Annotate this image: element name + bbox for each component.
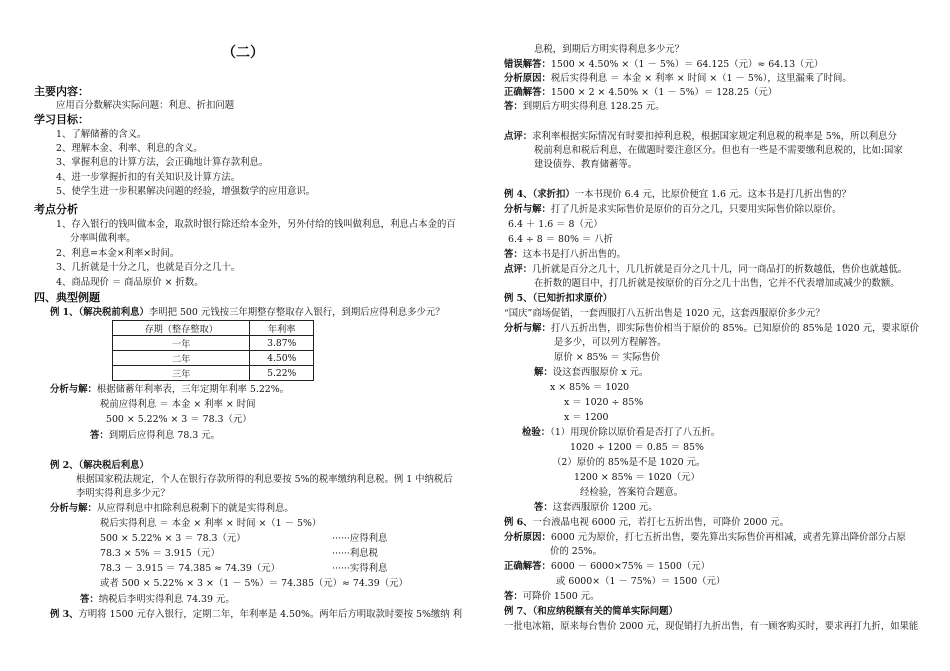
ex3-wrong	[504, 59, 823, 70]
answer-text: 可降价 1500 元。	[522, 591, 600, 602]
comment-text: 在折数的题目中，打几折就是按原价的百分之几十出售，它并不代表增加或减少的数额。	[534, 278, 900, 289]
check-calc: 1200 × 85% ＝ 1020（元）	[574, 472, 700, 483]
answer-label: 答：	[90, 430, 109, 441]
comment-text: 税前利息和税后利息，在做题时要注意区分。但也有一些是不需要缴利息税的，比如:国家	[534, 145, 903, 156]
answer-text: 这套西服原价 1200 元。	[552, 502, 658, 513]
main-content-heading: 主要内容：	[34, 85, 89, 98]
table-header: 存期（整存整取）	[113, 321, 250, 336]
ex3-continued: 息税，到期后方明实得利息多少元？	[534, 44, 685, 55]
ex5-text: “国庆”商场促销，一套西服打八五折出售是 1020 元，这套西服原价多少元？	[504, 308, 825, 319]
correct-label: 正确解答：	[504, 561, 551, 572]
example-4	[504, 189, 851, 200]
comment-label: 点评：	[504, 264, 533, 275]
ex2-answer	[80, 594, 235, 605]
example-text: 一本书现价 6.4 元，比原价便宜 1.6 元。这本书是打几折出售的？	[574, 189, 851, 200]
rate-table	[112, 320, 314, 381]
page-title: （二）	[222, 45, 264, 61]
reason-text: 价的 25%。	[550, 546, 602, 557]
check-label: 检验：	[522, 427, 551, 438]
table-cell: 4.50%	[250, 351, 314, 366]
analysis-point: 3、几折就是十分之几，也就是百分之几十。	[56, 262, 241, 273]
analysis-point: 分率叫做利率。	[70, 233, 136, 244]
example-1	[50, 307, 445, 318]
table-row	[113, 351, 314, 366]
table-row	[113, 336, 314, 351]
ex4-solution	[504, 204, 842, 215]
goal-item: 2、理解本金、利率、利息的含义。	[56, 143, 203, 154]
answer-label: 答：	[504, 101, 523, 112]
answer-text: 纳税后李明实得利息 74.39 元。	[98, 594, 235, 605]
solution-text: 打八五折出售，即实际售价相当于原价的 85%。已知原价的 85%是 1020 元，要求原价	[550, 323, 919, 334]
solution-text: 从应得利息中扣除利息税剩下的就是实得利息。	[96, 503, 294, 514]
reason-text: 6000 元为原价，打七五折出售，要先算出实际售价再相减，或者先算出降价部分占原	[550, 532, 906, 543]
solution-text: 原价 × 85% ＝ 实际售价	[554, 352, 661, 363]
ex4-calc: 6.4 ＋ 1.6 ＝ 8（元）	[508, 219, 603, 230]
ex2-note: ······应得利息	[332, 533, 388, 544]
ex1-answer	[90, 430, 220, 441]
ex5-equation: x ＝ 1200	[564, 412, 609, 423]
table-cell: 3.87%	[250, 336, 314, 351]
answer-label: 答：	[534, 502, 553, 513]
ex2-note: ······实得利息	[332, 563, 388, 574]
analysis-point: 4、商品现价 ＝ 商品原价 × 折数。	[56, 277, 204, 288]
wrong-label: 错误解答：	[504, 59, 551, 70]
analysis-point: 2、利息=本金×利率×时间。	[56, 248, 180, 259]
table-cell: 一年	[113, 336, 250, 351]
answer-label: 答：	[504, 249, 523, 260]
ex2-text: 根据国家税法规定，个人在银行存款所得的利息要按 5%的税率缴纳利息税。例 1 中纳税后	[76, 474, 453, 485]
example-6	[504, 517, 789, 528]
ex7-text: 一批电冰箱，原来每台售价 2000 元，现促销打九折出售，有一顾客购买时，要求再打九折，如果能	[504, 621, 919, 632]
reason-label: 分析原因：	[504, 73, 551, 84]
example-3	[50, 609, 462, 620]
reason-label: 分析原因：	[504, 532, 551, 543]
example-text: 方明将 1500 元存入银行，定期二年，年利率是 4.50%。两年后方明取款时要按 5%缴纳 利	[78, 609, 462, 620]
ex1-solution	[50, 384, 289, 395]
goal-item: 1、了解储蓄的含义。	[56, 129, 147, 140]
comment-label: 点评：	[504, 131, 533, 142]
correct-text: 6000 － 6000×75% ＝ 1500（元）	[550, 561, 710, 572]
check-text: （1）用现价除以原价看是否打了八五折。	[550, 427, 721, 438]
check-calc: 1020 ÷ 1200 ＝ 0.85 ＝ 85%	[570, 442, 704, 453]
goals-heading: 学习目标：	[34, 113, 89, 126]
solution-label: 分析与解：	[504, 204, 551, 215]
solution-label: 分析与解：	[50, 503, 97, 514]
table-row	[113, 366, 314, 381]
correct-text: 1500 × 2 × 4.50% ×（1 － 5%）＝ 128.25（元）	[550, 87, 778, 98]
ex6-correct	[504, 561, 710, 572]
ex5-solution	[504, 323, 919, 334]
check-text: （2）原价的 85%是不是 1020 元。	[552, 457, 706, 468]
comment-text: 求利率根据实际情况有时要扣掉利息税，根据国家规定利息税的税率是 5%，所以利息分	[532, 131, 897, 142]
ex2-solution	[50, 503, 294, 514]
ex3-correct	[504, 87, 777, 98]
answer-text: 到期后应得利息 78.3 元。	[108, 430, 220, 441]
answer-text: 到期后方明实得利息 128.25 元。	[522, 101, 665, 112]
reason-text: 税后实得利息 ＝ 本金 × 利率 × 时间 ×（1 － 5%），这里漏乘了时间。	[550, 73, 852, 84]
table-row	[113, 321, 314, 336]
table-cell: 三年	[113, 366, 250, 381]
ex2-calc: 78.3 × 5% ＝ 3.915（元）	[100, 548, 220, 559]
correct-label: 正确解答：	[504, 87, 551, 98]
example-text: 一台液晶电视 6000 元，若打七五折出售，可降价 2000 元。	[532, 517, 790, 528]
goal-item: 4、进一步掌握折扣的有关知识及计算方法。	[56, 172, 241, 183]
ex5-check	[522, 427, 720, 438]
comment-text: 几折就是百分之几十，几几折就是百分之几十几，同一商品打的折数越低，售价也就越低。	[532, 264, 908, 275]
table-cell: 二年	[113, 351, 250, 366]
solution-text: 根据储蓄年利率表，三年定期年利率 5.22%。	[96, 384, 290, 395]
solution-label: 分析与解：	[50, 384, 97, 395]
example-7-label: 例 7、（和应纳税额有关的简单实际问题）	[504, 606, 678, 617]
ex5-answer	[534, 502, 658, 513]
ex1-calc: 500 × 5.22% × 3 ＝ 78.3（元）	[106, 414, 252, 425]
example-5-label: 例 5、（已知折扣求原价）	[504, 293, 613, 304]
answer-label: 答：	[80, 594, 99, 605]
solution-text: 是多少，可以列方程解答。	[554, 337, 667, 348]
goal-item: 5、使学生进一步积累解决问题的经验，增强数学的应用意识。	[56, 186, 316, 197]
ex2-calc-alt: 或者 500 × 5.22% × 3 ×（1 － 5%）＝ 74.385（元）≈ 74.39（元）	[100, 578, 408, 589]
example-label: 例 3、	[50, 609, 79, 620]
ex2-note: ······利息税	[332, 548, 379, 559]
example-2-label: 例 2、（解决税后利息）	[50, 460, 149, 471]
ex2-formula: 税后实得利息 ＝ 本金 × 利率 × 时间 ×（1 － 5%）	[100, 518, 322, 529]
ex6-reason	[504, 532, 906, 543]
jie-label: 解：	[534, 367, 553, 378]
ex5-equation: x ＝ 1020 ÷ 85%	[564, 397, 644, 408]
ex4-comment	[504, 264, 907, 275]
answer-text: 这本书是打八折出售的。	[522, 249, 626, 260]
ex2-calc: 78.3 － 3.915 ＝ 74.385 ≈ 74.39（元）	[100, 563, 280, 574]
main-content: 应用百分数解决实际问题：利息、折扣问题	[56, 100, 235, 111]
ex6-answer	[504, 591, 599, 602]
analysis-point: 1、存入银行的钱叫做本金，取款时银行除还给本金外，另外付给的钱叫做利息，利息占本金的百	[56, 219, 456, 230]
check-text: 经检验，答案符合题意。	[580, 487, 684, 498]
answer-label: 答：	[504, 591, 523, 602]
ex3-reason	[504, 73, 852, 84]
example-label: 例 4、（求折扣）	[504, 189, 575, 200]
example-label: 例 1、（解决税前利息）	[50, 307, 149, 318]
wrong-text: 1500 × 4.50% ×（1 － 5%）＝ 64.125（元）≈ 64.13（元）	[550, 59, 824, 70]
comment-text: 建设债券、教育储蓄等。	[534, 159, 638, 170]
ex3-answer	[504, 101, 665, 112]
example-label: 例 6、	[504, 517, 533, 528]
ex2-text: 李明实得利息多少元？	[76, 488, 170, 499]
comment	[504, 131, 897, 142]
ex5-equation: x × 85% ＝ 1020	[550, 382, 630, 393]
solution-label: 分析与解：	[504, 323, 551, 334]
ex5-let	[534, 367, 648, 378]
ex4-answer	[504, 249, 626, 260]
ex1-formula: 税前应得利息 ＝ 本金 × 利率 × 时间	[100, 399, 256, 410]
ex2-calc: 500 × 5.22% × 3 ＝ 78.3（元）	[100, 533, 246, 544]
solution-text: 打了几折是求实际售价是原价的百分之几，只要用实际售价除以原价。	[550, 204, 842, 215]
analysis-heading: 考点分析	[34, 203, 78, 216]
examples-heading: 四、典型例题	[34, 291, 100, 304]
goal-item: 3、掌握利息的计算方法，会正确地计算存款利息。	[56, 157, 269, 168]
table-cell: 5.22%	[250, 366, 314, 381]
ex4-calc: 6.4 ÷ 8 ＝ 80% ＝ 八折	[508, 234, 613, 245]
jie-text: 设这套西服原价 x 元。	[552, 367, 649, 378]
example-text: 李明把 500 元钱按三年期整存整取存入银行，到期后应得利息多少元？	[148, 307, 445, 318]
correct-text: 或 6000×（1 － 75%）＝ 1500（元）	[556, 576, 726, 587]
table-header: 年利率	[250, 321, 314, 336]
